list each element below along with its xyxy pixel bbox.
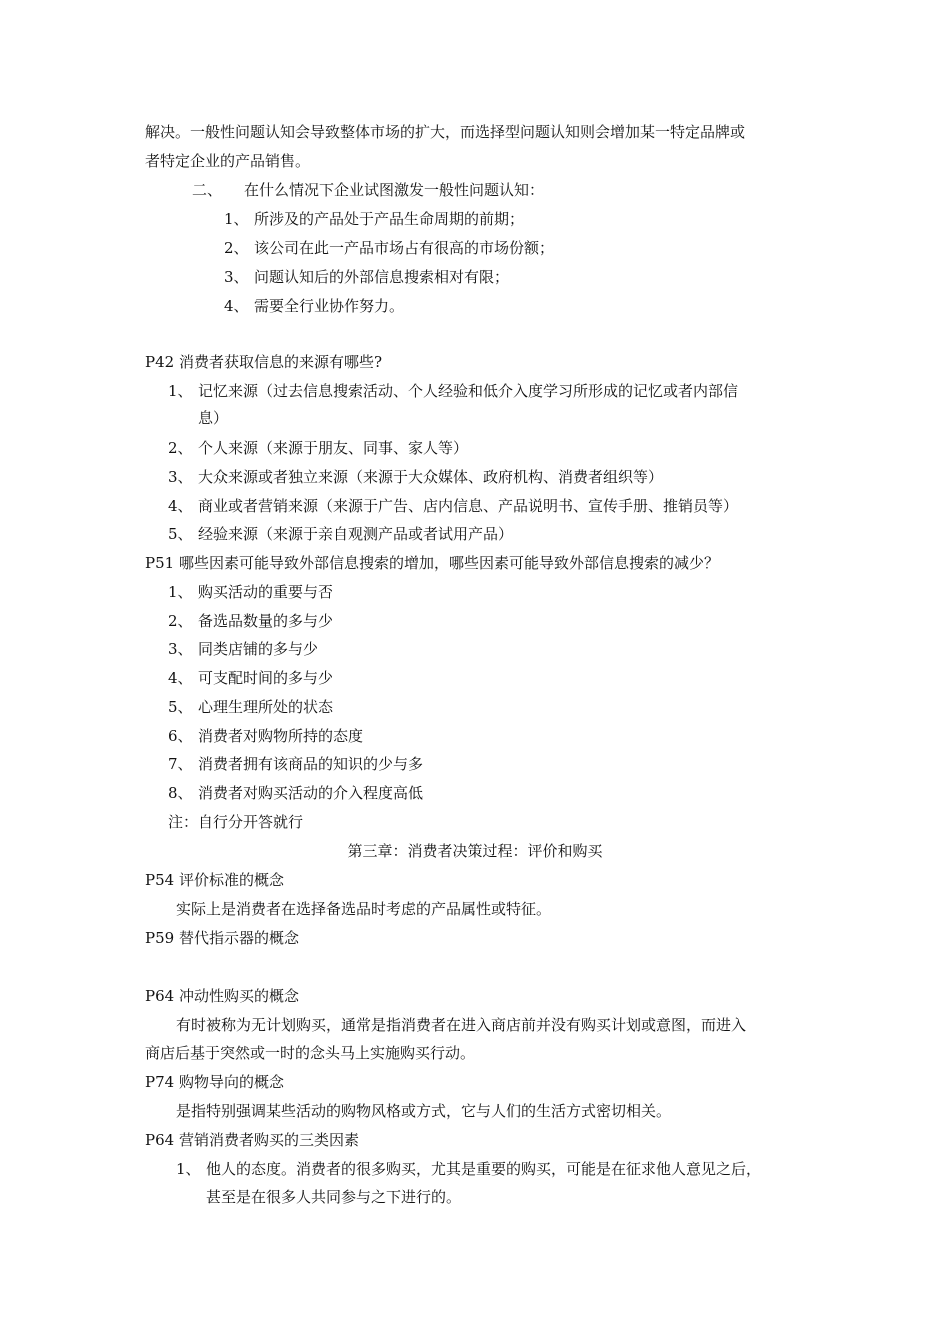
list-item: 1、 所涉及的产品处于产品生命周期的前期； (224, 210, 525, 228)
list-item: 3、 同类店铺的多与少 (168, 640, 319, 658)
list-item: 5、 心理生理所处的状态 (168, 698, 334, 716)
p74-body: 是指特别强调某些活动的购物风格或方式，它与人们的生活方式密切相关。 (176, 1102, 672, 1120)
list-item: 2、 该公司在此一产品市场占有很高的市场份额； (224, 239, 555, 257)
p64a-heading: P64 冲动性购买的概念 (145, 987, 299, 1005)
p59-heading: P59 替代指示器的概念 (145, 929, 299, 947)
list-item: 3、 大众来源或者独立来源（来源于大众媒体、政府机构、消费者组织等） (168, 468, 664, 486)
intro-line-2: 者特定企业的产品销售。 (145, 152, 311, 170)
list-item: 5、 经验来源（来源于亲自观测产品或者试用产品） (168, 525, 514, 543)
list-item: 2、 备选品数量的多与少 (168, 612, 334, 630)
p74-heading: P74 购物导向的概念 (145, 1073, 284, 1091)
list-item: 6、 消费者对购物所持的态度 (168, 727, 364, 745)
list-item: 1、 记忆来源（过去信息搜索活动、个人经验和低介入度学习所形成的记忆或者内部信 (168, 382, 739, 400)
p54-heading: P54 评价标准的概念 (145, 871, 284, 889)
section-2-title: 在什么情况下企业试图激发一般性问题认知： (244, 181, 545, 199)
list-item: 3、 问题认知后的外部信息搜索相对有限； (224, 268, 510, 286)
p51-note: 注：自行分开答就行 (168, 813, 304, 831)
list-item: 7、 消费者拥有该商品的知识的少与多 (168, 755, 424, 773)
p54-body: 实际上是消费者在选择备选品时考虑的产品属性或特征。 (176, 900, 552, 918)
section-2-number: 二、 (192, 181, 223, 199)
list-item-continuation: 甚至是在很多人共同参与之下进行的。 (206, 1188, 462, 1206)
p64a-body-line-2: 商店后基于突然或一时的念头马上实施购买行动。 (145, 1044, 476, 1062)
list-item: 1、 购买活动的重要与否 (168, 583, 334, 601)
p42-heading: P42 消费者获取信息的来源有哪些? (145, 353, 382, 371)
list-item-continuation: 息） (198, 409, 229, 427)
list-item: 4、 需要全行业协作努力。 (224, 297, 405, 315)
section-2-heading (192, 180, 544, 200)
p51-heading: P51 哪些因素可能导致外部信息搜索的增加，哪些因素可能导致外部信息搜索的减少？ (145, 554, 719, 572)
list-item: 4、 商业或者营销来源（来源于广告、店内信息、产品说明书、宣传手册、推销员等） (168, 497, 739, 515)
p64b-heading: P64 营销消费者购买的三类因素 (145, 1131, 359, 1149)
list-item: 8、 消费者对购买活动的介入程度高低 (168, 784, 424, 802)
intro-line-1: 解决。一般性问题认知会导致整体市场的扩大，而选择型问题认知则会增加某一特定品牌或 (145, 123, 746, 141)
list-item: 2、 个人来源（来源于朋友、同事、家人等） (168, 439, 469, 457)
list-item: 1、 他人的态度。消费者的很多购买，尤其是重要的购买，可能是在征求他人意见之后， (176, 1160, 762, 1178)
chapter-title: 第三章：消费者决策过程：评价和购买 (347, 842, 603, 860)
list-item: 4、 可支配时间的多与少 (168, 669, 334, 687)
p64a-body-line-1: 有时被称为无计划购买，通常是指消费者在进入商店前并没有购买计划或意图，而进入 (176, 1016, 747, 1034)
